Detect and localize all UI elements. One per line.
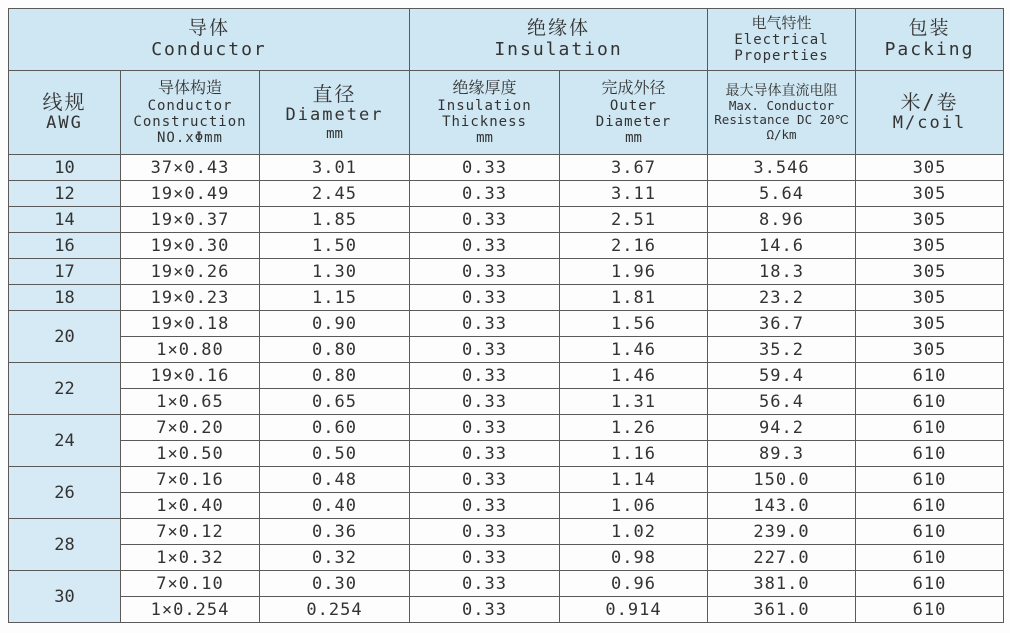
diameter-cell: 0.48 <box>260 467 410 493</box>
thickness-cell: 0.33 <box>410 311 560 337</box>
table-row <box>9 155 1004 181</box>
resistance-cell: 239.0 <box>708 519 856 545</box>
awg-column-header <box>9 71 121 155</box>
table-header <box>9 9 1004 155</box>
diameter-cell: 1.15 <box>260 285 410 311</box>
diameter-header-unit: mm <box>326 125 343 142</box>
outer-cell: 1.26 <box>560 415 708 441</box>
coil-header-en: M/coil <box>892 113 967 134</box>
outer-cell: 1.31 <box>560 389 708 415</box>
thickness-cell: 0.33 <box>410 467 560 493</box>
construction-cell: 1×0.80 <box>121 337 260 363</box>
resistance-cell: 8.96 <box>708 207 856 233</box>
table-row <box>9 285 1004 311</box>
resistance-cell: 5.64 <box>708 181 856 207</box>
packing-cell: 305 <box>856 311 1004 337</box>
packing-cell: 610 <box>856 571 1004 597</box>
awg-cell: 20 <box>9 311 121 363</box>
table-row <box>9 493 1004 519</box>
thickness-cell: 0.33 <box>410 519 560 545</box>
diameter-cell: 1.30 <box>260 259 410 285</box>
table-row <box>9 181 1004 207</box>
outer-header-en1: Outer <box>609 97 658 114</box>
conductor-header-en: Conductor <box>151 39 267 61</box>
packing-cell: 610 <box>856 467 1004 493</box>
construction-cell: 19×0.16 <box>121 363 260 389</box>
table-row <box>9 311 1004 337</box>
resistance-cell: 94.2 <box>708 415 856 441</box>
outer-header-unit: mm <box>625 129 642 146</box>
insulation-header-zh: 绝缘体 <box>526 17 590 40</box>
table-row <box>9 233 1004 259</box>
construction-cell: 19×0.49 <box>121 181 260 207</box>
packing-header-zh: 包装 <box>908 17 951 40</box>
resistance-header-en2: Resistance DC 20℃ <box>714 112 849 128</box>
awg-cell: 18 <box>9 285 121 311</box>
construction-cell: 19×0.30 <box>121 233 260 259</box>
resistance-cell: 23.2 <box>708 285 856 311</box>
thickness-header-en2: Thickness <box>442 113 527 130</box>
resistance-column-header <box>708 71 856 155</box>
packing-cell: 305 <box>856 181 1004 207</box>
resistance-header-unit: Ω/km <box>766 126 797 142</box>
table-row <box>9 363 1004 389</box>
construction-cell: 19×0.23 <box>121 285 260 311</box>
diameter-cell: 0.80 <box>260 363 410 389</box>
construction-cell: 1×0.50 <box>121 441 260 467</box>
outer-cell: 1.14 <box>560 467 708 493</box>
resistance-cell: 3.546 <box>708 155 856 181</box>
diameter-cell: 0.36 <box>260 519 410 545</box>
diameter-cell: 0.80 <box>260 337 410 363</box>
packing-cell: 305 <box>856 207 1004 233</box>
resistance-cell: 150.0 <box>708 467 856 493</box>
electrical-header-en1: Electrical <box>734 32 829 49</box>
packing-cell: 610 <box>856 415 1004 441</box>
conductor-header-zh: 导体 <box>187 17 230 40</box>
diameter-cell: 0.40 <box>260 493 410 519</box>
outer-diameter-column-header <box>560 71 708 155</box>
table-row <box>9 441 1004 467</box>
resistance-cell: 35.2 <box>708 337 856 363</box>
awg-cell: 24 <box>9 415 121 467</box>
outer-cell: 3.67 <box>560 155 708 181</box>
diameter-cell: 0.50 <box>260 441 410 467</box>
conductor-group-header <box>9 9 410 71</box>
outer-cell: 1.06 <box>560 493 708 519</box>
outer-cell: 1.02 <box>560 519 708 545</box>
packing-cell: 305 <box>856 285 1004 311</box>
thickness-cell: 0.33 <box>410 571 560 597</box>
thickness-cell: 0.33 <box>410 181 560 207</box>
thickness-column-header <box>410 71 560 155</box>
electrical-group-header <box>708 9 856 71</box>
table-row <box>9 545 1004 571</box>
outer-cell: 0.914 <box>560 597 708 623</box>
packing-cell: 610 <box>856 363 1004 389</box>
outer-cell: 0.98 <box>560 545 708 571</box>
table-row <box>9 389 1004 415</box>
outer-header-en2: Diameter <box>595 113 672 130</box>
outer-cell: 2.51 <box>560 207 708 233</box>
outer-header-zh: 完成外径 <box>601 78 666 98</box>
diameter-cell: 0.65 <box>260 389 410 415</box>
packing-cell: 610 <box>856 597 1004 623</box>
construction-header-en1: Conductor <box>147 97 233 114</box>
table-row <box>9 519 1004 545</box>
outer-cell: 1.96 <box>560 259 708 285</box>
thickness-cell: 0.33 <box>410 363 560 389</box>
construction-cell: 19×0.18 <box>121 311 260 337</box>
construction-cell: 1×0.32 <box>121 545 260 571</box>
thickness-header-en1: Insulation <box>437 97 532 114</box>
outer-cell: 3.11 <box>560 181 708 207</box>
packing-header-en: Packing <box>884 39 975 61</box>
construction-cell: 7×0.16 <box>121 467 260 493</box>
resistance-cell: 18.3 <box>708 259 856 285</box>
resistance-cell: 14.6 <box>708 233 856 259</box>
packing-cell: 305 <box>856 337 1004 363</box>
thickness-cell: 0.33 <box>410 545 560 571</box>
table-row <box>9 207 1004 233</box>
diameter-cell: 3.01 <box>260 155 410 181</box>
thickness-cell: 0.33 <box>410 337 560 363</box>
diameter-cell: 0.90 <box>260 311 410 337</box>
diameter-column-header <box>260 71 410 155</box>
thickness-header-unit: mm <box>476 129 493 146</box>
packing-group-header <box>856 9 1004 71</box>
diameter-cell: 2.45 <box>260 181 410 207</box>
thickness-cell: 0.33 <box>410 207 560 233</box>
electrical-header-en2: Properties <box>734 48 829 65</box>
packing-cell: 305 <box>856 259 1004 285</box>
table-row <box>9 337 1004 363</box>
construction-cell: 7×0.12 <box>121 519 260 545</box>
resistance-header-zh: 最大导体直流电阻 <box>725 82 838 99</box>
table-row <box>9 597 1004 623</box>
awg-cell: 22 <box>9 363 121 415</box>
construction-cell: 1×0.254 <box>121 597 260 623</box>
thickness-cell: 0.33 <box>410 259 560 285</box>
resistance-cell: 36.7 <box>708 311 856 337</box>
coil-header-zh: 米/卷 <box>900 90 959 115</box>
packing-cell: 610 <box>856 441 1004 467</box>
construction-cell: 7×0.20 <box>121 415 260 441</box>
resistance-cell: 381.0 <box>708 571 856 597</box>
outer-cell: 1.56 <box>560 311 708 337</box>
outer-cell: 1.46 <box>560 363 708 389</box>
coil-column-header <box>856 71 1004 155</box>
wire-spec-table <box>8 8 1004 623</box>
awg-cell: 16 <box>9 233 121 259</box>
diameter-cell: 0.30 <box>260 571 410 597</box>
outer-cell: 2.16 <box>560 233 708 259</box>
construction-header-unit: NO.xΦmm <box>156 129 223 146</box>
construction-column-header <box>121 71 260 155</box>
packing-cell: 610 <box>856 493 1004 519</box>
thickness-cell: 0.33 <box>410 155 560 181</box>
packing-cell: 610 <box>856 519 1004 545</box>
thickness-header-zh: 绝缘厚度 <box>452 78 517 98</box>
resistance-cell: 89.3 <box>708 441 856 467</box>
thickness-cell: 0.33 <box>410 597 560 623</box>
thickness-cell: 0.33 <box>410 233 560 259</box>
insulation-group-header <box>410 9 708 71</box>
resistance-cell: 143.0 <box>708 493 856 519</box>
insulation-header-en: Insulation <box>494 39 623 61</box>
awg-cell: 26 <box>9 467 121 519</box>
awg-header-en: AWG <box>46 113 83 134</box>
diameter-cell: 0.32 <box>260 545 410 571</box>
construction-cell: 1×0.40 <box>121 493 260 519</box>
diameter-header-zh: 直径 <box>312 82 357 107</box>
packing-cell: 610 <box>856 545 1004 571</box>
outer-cell: 1.81 <box>560 285 708 311</box>
awg-cell: 12 <box>9 181 121 207</box>
resistance-header-en1: Max. Conductor <box>728 97 835 113</box>
construction-header-en2: Construction <box>133 113 247 130</box>
construction-cell: 19×0.26 <box>121 259 260 285</box>
resistance-cell: 59.4 <box>708 363 856 389</box>
table-row <box>9 467 1004 493</box>
outer-cell: 1.16 <box>560 441 708 467</box>
resistance-cell: 361.0 <box>708 597 856 623</box>
thickness-cell: 0.33 <box>410 493 560 519</box>
awg-cell: 17 <box>9 259 121 285</box>
diameter-cell: 0.60 <box>260 415 410 441</box>
awg-cell: 10 <box>9 155 121 181</box>
packing-cell: 305 <box>856 155 1004 181</box>
table-row <box>9 415 1004 441</box>
electrical-header-zh: 电气特性 <box>751 13 812 32</box>
construction-cell: 37×0.43 <box>121 155 260 181</box>
thickness-cell: 0.33 <box>410 441 560 467</box>
outer-cell: 0.96 <box>560 571 708 597</box>
diameter-header-en: Diameter <box>285 105 384 126</box>
table-row <box>9 259 1004 285</box>
table-row <box>9 571 1004 597</box>
construction-header-zh: 导体构造 <box>157 78 222 98</box>
thickness-cell: 0.33 <box>410 285 560 311</box>
resistance-cell: 227.0 <box>708 545 856 571</box>
awg-cell: 14 <box>9 207 121 233</box>
diameter-cell: 0.254 <box>260 597 410 623</box>
packing-cell: 305 <box>856 233 1004 259</box>
outer-cell: 1.46 <box>560 337 708 363</box>
awg-cell: 28 <box>9 519 121 571</box>
table-body <box>9 155 1004 623</box>
thickness-cell: 0.33 <box>410 415 560 441</box>
packing-cell: 610 <box>856 389 1004 415</box>
construction-cell: 19×0.37 <box>121 207 260 233</box>
thickness-cell: 0.33 <box>410 389 560 415</box>
construction-cell: 1×0.65 <box>121 389 260 415</box>
resistance-cell: 56.4 <box>708 389 856 415</box>
diameter-cell: 1.85 <box>260 207 410 233</box>
awg-cell: 30 <box>9 571 121 623</box>
awg-header-zh: 线规 <box>42 90 87 115</box>
diameter-cell: 1.50 <box>260 233 410 259</box>
construction-cell: 7×0.10 <box>121 571 260 597</box>
